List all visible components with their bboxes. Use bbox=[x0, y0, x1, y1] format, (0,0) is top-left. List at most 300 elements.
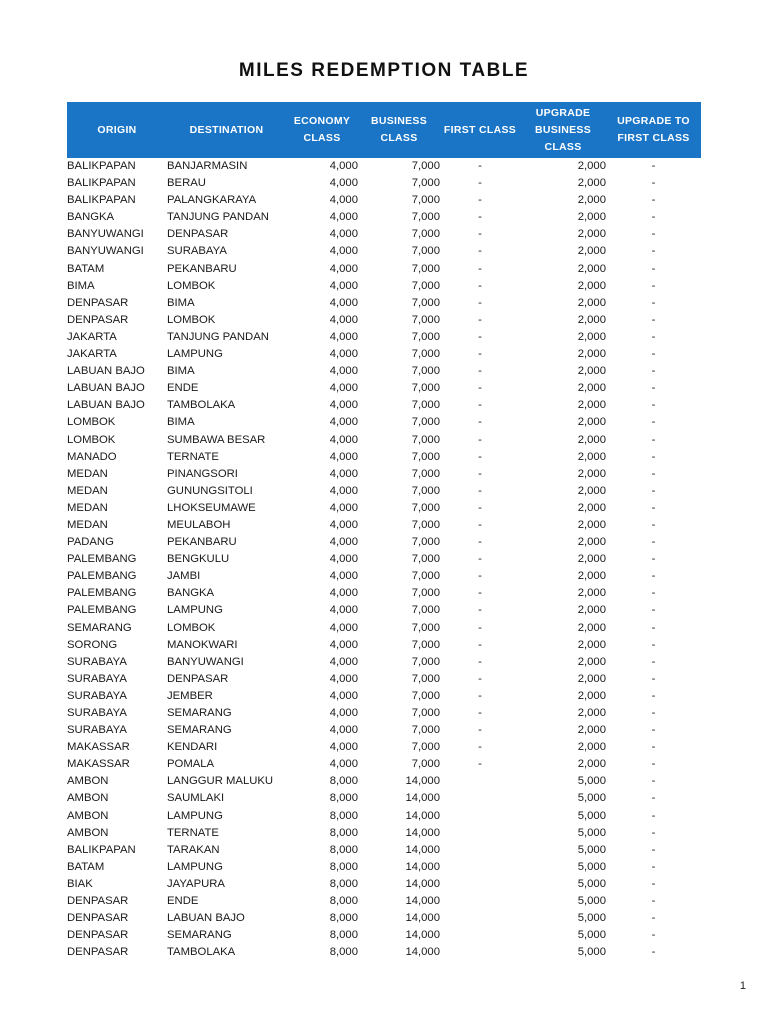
destination-cell: LAMPUNG bbox=[167, 604, 223, 617]
page-number: 1 bbox=[739, 980, 746, 992]
table-row bbox=[67, 602, 701, 619]
economy-cell: 4,000 bbox=[329, 689, 358, 702]
business-cell: 14,000 bbox=[405, 946, 440, 959]
table-row bbox=[67, 893, 701, 910]
economy-cell: 8,000 bbox=[329, 929, 358, 942]
upgrade-first-cell: - bbox=[651, 638, 656, 651]
upgrade-business-cell: 5,000 bbox=[577, 792, 606, 805]
upgrade-business-cell: 5,000 bbox=[577, 843, 606, 856]
destination-cell: KENDARI bbox=[167, 741, 218, 754]
economy-cell: 4,000 bbox=[329, 450, 358, 463]
upgrade-business-cell: 5,000 bbox=[577, 826, 606, 839]
upgrade-business-cell: 2,000 bbox=[577, 433, 606, 446]
business-cell: 7,000 bbox=[411, 450, 440, 463]
upgrade-first-cell: - bbox=[651, 946, 656, 959]
origin-cell: BANYUWANGI bbox=[67, 228, 144, 241]
business-cell: 7,000 bbox=[411, 365, 440, 378]
miles-redemption-table bbox=[67, 102, 701, 961]
table-row bbox=[67, 927, 701, 944]
upgrade-business-cell: 2,000 bbox=[577, 758, 606, 771]
header-upgrade-first-class: UPGRADE TO FIRST CLASS bbox=[606, 102, 701, 158]
origin-cell: LABUAN BAJO bbox=[67, 399, 145, 412]
header-destination: DESTINATION bbox=[167, 102, 286, 158]
business-cell: 7,000 bbox=[411, 689, 440, 702]
upgrade-business-cell: 2,000 bbox=[577, 604, 606, 617]
table-row bbox=[67, 432, 701, 449]
origin-cell: SURABAYA bbox=[67, 655, 127, 668]
table-row bbox=[67, 739, 701, 756]
first-class-cell bbox=[440, 808, 520, 825]
upgrade-business-cell: 2,000 bbox=[577, 330, 606, 343]
upgrade-first-cell: - bbox=[651, 296, 656, 309]
economy-cell: 4,000 bbox=[329, 638, 358, 651]
origin-cell: DENPASAR bbox=[67, 912, 129, 925]
economy-cell: 4,000 bbox=[329, 553, 358, 566]
table-row bbox=[67, 261, 701, 278]
first-class-cell bbox=[440, 842, 520, 859]
first-class-cell: - bbox=[478, 758, 482, 771]
destination-cell: BERAU bbox=[167, 177, 206, 190]
table-header bbox=[67, 102, 701, 158]
upgrade-first-cell: - bbox=[651, 672, 656, 685]
upgrade-first-cell: - bbox=[651, 860, 656, 873]
destination-cell: TAMBOLAKA bbox=[167, 946, 236, 959]
business-cell: 7,000 bbox=[411, 604, 440, 617]
table-row bbox=[67, 226, 701, 243]
table-row bbox=[67, 346, 701, 363]
table-row bbox=[67, 449, 701, 466]
business-cell: 7,000 bbox=[411, 553, 440, 566]
origin-cell: BANGKA bbox=[67, 211, 115, 224]
economy-cell: 8,000 bbox=[329, 792, 358, 805]
origin-cell: BATAM bbox=[67, 262, 105, 275]
business-cell: 7,000 bbox=[411, 501, 440, 514]
destination-cell: LHOKSEUMAWE bbox=[167, 501, 256, 514]
destination-cell: TERNATE bbox=[167, 826, 219, 839]
header-origin: ORIGIN bbox=[67, 102, 167, 158]
first-class-cell: - bbox=[478, 177, 482, 190]
origin-cell: BIMA bbox=[67, 279, 95, 292]
economy-cell: 4,000 bbox=[329, 707, 358, 719]
economy-cell: 4,000 bbox=[329, 501, 358, 514]
origin-cell: MEDAN bbox=[67, 518, 108, 531]
business-cell: 14,000 bbox=[405, 895, 440, 908]
upgrade-business-cell: 2,000 bbox=[577, 689, 606, 702]
origin-cell: LABUAN BAJO bbox=[67, 382, 145, 395]
first-class-cell: - bbox=[478, 689, 482, 702]
destination-cell: LOMBOK bbox=[167, 313, 216, 326]
table-row bbox=[67, 773, 701, 790]
economy-cell: 4,000 bbox=[329, 536, 358, 549]
business-cell: 7,000 bbox=[411, 741, 440, 754]
table-row bbox=[67, 500, 701, 517]
origin-cell: MEDAN bbox=[67, 501, 108, 514]
upgrade-first-cell: - bbox=[651, 655, 656, 668]
destination-cell: BANJARMASIN bbox=[167, 160, 248, 172]
business-cell: 14,000 bbox=[405, 809, 440, 822]
table-row bbox=[67, 175, 701, 192]
first-class-cell: - bbox=[478, 450, 482, 463]
economy-cell: 8,000 bbox=[329, 895, 358, 908]
origin-cell: AMBON bbox=[67, 775, 109, 788]
upgrade-business-cell: 2,000 bbox=[577, 587, 606, 600]
upgrade-business-cell: 2,000 bbox=[577, 484, 606, 497]
upgrade-first-cell: - bbox=[651, 689, 656, 702]
header-economy-class: ECONOMY CLASS bbox=[286, 102, 358, 158]
economy-cell: 4,000 bbox=[329, 518, 358, 531]
economy-cell: 8,000 bbox=[329, 946, 358, 959]
destination-cell: SUMBAWA BESAR bbox=[167, 433, 266, 446]
economy-cell: 4,000 bbox=[329, 621, 358, 634]
economy-cell: 4,000 bbox=[329, 570, 358, 583]
upgrade-business-cell: 5,000 bbox=[577, 929, 606, 942]
first-class-cell: - bbox=[478, 228, 482, 241]
destination-cell: LAMPUNG bbox=[167, 809, 223, 822]
upgrade-business-cell: 2,000 bbox=[577, 450, 606, 463]
upgrade-business-cell: 2,000 bbox=[577, 655, 606, 668]
business-cell: 7,000 bbox=[411, 724, 440, 737]
destination-cell: SAUMLAKI bbox=[167, 792, 225, 805]
first-class-cell: - bbox=[478, 279, 482, 292]
destination-cell: LANGGUR MALUKU bbox=[167, 775, 274, 788]
business-cell: 7,000 bbox=[411, 484, 440, 497]
upgrade-first-cell: - bbox=[651, 330, 656, 343]
economy-cell: 8,000 bbox=[329, 860, 358, 873]
economy-cell: 4,000 bbox=[329, 382, 358, 395]
first-class-cell: - bbox=[478, 211, 482, 224]
origin-cell: LOMBOK bbox=[67, 416, 116, 429]
first-class-cell bbox=[440, 910, 520, 927]
origin-cell: SURABAYA bbox=[67, 672, 127, 685]
table-row bbox=[67, 722, 701, 739]
business-cell: 7,000 bbox=[411, 416, 440, 429]
table-row bbox=[67, 756, 701, 773]
upgrade-business-cell: 2,000 bbox=[577, 177, 606, 190]
origin-cell: MEDAN bbox=[67, 484, 108, 497]
upgrade-business-cell: 2,000 bbox=[577, 348, 606, 361]
business-cell: 14,000 bbox=[405, 792, 440, 805]
upgrade-business-cell: 5,000 bbox=[577, 775, 606, 788]
origin-cell: SORONG bbox=[67, 638, 118, 651]
first-class-cell: - bbox=[478, 296, 482, 309]
upgrade-business-cell: 2,000 bbox=[577, 741, 606, 754]
origin-cell: MEDAN bbox=[67, 467, 108, 480]
upgrade-first-cell: - bbox=[651, 792, 656, 805]
economy-cell: 4,000 bbox=[329, 467, 358, 480]
economy-cell: 8,000 bbox=[329, 809, 358, 822]
origin-cell: MAKASSAR bbox=[67, 741, 130, 754]
economy-cell: 4,000 bbox=[329, 365, 358, 378]
first-class-cell bbox=[440, 944, 520, 961]
upgrade-business-cell: 2,000 bbox=[577, 621, 606, 634]
upgrade-first-cell: - bbox=[651, 895, 656, 908]
business-cell: 7,000 bbox=[411, 330, 440, 343]
upgrade-first-cell: - bbox=[651, 929, 656, 942]
destination-cell: TERNATE bbox=[167, 450, 219, 463]
upgrade-business-cell: 2,000 bbox=[577, 724, 606, 737]
business-cell: 7,000 bbox=[411, 467, 440, 480]
origin-cell: BALIKPAPAN bbox=[67, 177, 136, 190]
business-cell: 7,000 bbox=[411, 518, 440, 531]
first-class-cell: - bbox=[478, 570, 482, 583]
upgrade-first-cell: - bbox=[651, 279, 656, 292]
upgrade-first-cell: - bbox=[651, 758, 656, 771]
destination-cell: LOMBOK bbox=[167, 279, 216, 292]
business-cell: 14,000 bbox=[405, 843, 440, 856]
economy-cell: 4,000 bbox=[329, 416, 358, 429]
upgrade-business-cell: 5,000 bbox=[577, 946, 606, 959]
economy-cell: 4,000 bbox=[329, 604, 358, 617]
business-cell: 14,000 bbox=[405, 877, 440, 890]
upgrade-business-cell: 2,000 bbox=[577, 194, 606, 207]
table-row bbox=[67, 312, 701, 329]
origin-cell: BATAM bbox=[67, 860, 105, 873]
business-cell: 7,000 bbox=[411, 228, 440, 241]
first-class-cell bbox=[440, 773, 520, 790]
origin-cell: SEMARANG bbox=[67, 621, 132, 634]
business-cell: 7,000 bbox=[411, 262, 440, 275]
upgrade-first-cell: - bbox=[651, 587, 656, 600]
business-cell: 7,000 bbox=[411, 194, 440, 207]
upgrade-first-cell: - bbox=[651, 382, 656, 395]
upgrade-first-cell: - bbox=[651, 160, 656, 172]
table-row bbox=[67, 278, 701, 295]
destination-cell: TARAKAN bbox=[167, 843, 220, 856]
first-class-cell: - bbox=[478, 313, 482, 326]
upgrade-business-cell: 5,000 bbox=[577, 912, 606, 925]
destination-cell: JEMBER bbox=[167, 689, 213, 702]
first-class-cell: - bbox=[478, 536, 482, 549]
table-row bbox=[67, 551, 701, 568]
first-class-cell: - bbox=[478, 501, 482, 514]
upgrade-business-cell: 2,000 bbox=[577, 672, 606, 685]
upgrade-first-cell: - bbox=[651, 724, 656, 737]
first-class-cell: - bbox=[478, 194, 482, 207]
origin-cell: BALIKPAPAN bbox=[67, 843, 136, 856]
table-row bbox=[67, 380, 701, 397]
origin-cell: LOMBOK bbox=[67, 433, 116, 446]
economy-cell: 4,000 bbox=[329, 211, 358, 224]
origin-cell: BALIKPAPAN bbox=[67, 194, 136, 207]
origin-cell: AMBON bbox=[67, 809, 109, 822]
destination-cell: BANYUWANGI bbox=[167, 655, 244, 668]
destination-cell: ENDE bbox=[167, 382, 199, 395]
upgrade-first-cell: - bbox=[651, 604, 656, 617]
economy-cell: 4,000 bbox=[329, 399, 358, 412]
business-cell: 7,000 bbox=[411, 587, 440, 600]
upgrade-first-cell: - bbox=[651, 177, 656, 190]
destination-cell: PEKANBARU bbox=[167, 536, 237, 549]
destination-cell: LOMBOK bbox=[167, 621, 216, 634]
table-row bbox=[67, 534, 701, 551]
economy-cell: 4,000 bbox=[329, 433, 358, 446]
upgrade-first-cell: - bbox=[651, 399, 656, 412]
first-class-cell: - bbox=[478, 245, 482, 258]
table-row bbox=[67, 295, 701, 312]
origin-cell: DENPASAR bbox=[67, 946, 129, 959]
table-row bbox=[67, 243, 701, 260]
table-row bbox=[67, 620, 701, 637]
header-row bbox=[67, 102, 701, 158]
economy-cell: 4,000 bbox=[329, 279, 358, 292]
business-cell: 7,000 bbox=[411, 638, 440, 651]
destination-cell: SEMARANG bbox=[167, 929, 232, 942]
upgrade-first-cell: - bbox=[651, 211, 656, 224]
table-row bbox=[67, 568, 701, 585]
economy-cell: 4,000 bbox=[329, 177, 358, 190]
first-class-cell: - bbox=[478, 365, 482, 378]
origin-cell: PADANG bbox=[67, 536, 114, 549]
destination-cell: PALANGKARAYA bbox=[167, 194, 257, 207]
upgrade-business-cell: 2,000 bbox=[577, 570, 606, 583]
destination-cell: PEKANBARU bbox=[167, 262, 237, 275]
table-row bbox=[67, 705, 701, 722]
first-class-cell: - bbox=[478, 553, 482, 566]
origin-cell: JAKARTA bbox=[67, 330, 117, 343]
first-class-cell: - bbox=[478, 741, 482, 754]
upgrade-business-cell: 2,000 bbox=[577, 399, 606, 412]
business-cell: 7,000 bbox=[411, 758, 440, 771]
first-class-cell: - bbox=[478, 262, 482, 275]
destination-cell: MEULABOH bbox=[167, 518, 231, 531]
economy-cell: 4,000 bbox=[329, 655, 358, 668]
destination-cell: DENPASAR bbox=[167, 672, 229, 685]
origin-cell: AMBON bbox=[67, 792, 109, 805]
economy-cell: 4,000 bbox=[329, 194, 358, 207]
table-row bbox=[67, 825, 701, 842]
upgrade-business-cell: 2,000 bbox=[577, 365, 606, 378]
economy-cell: 4,000 bbox=[329, 758, 358, 771]
upgrade-first-cell: - bbox=[651, 707, 656, 719]
first-class-cell: - bbox=[478, 330, 482, 343]
first-class-cell: - bbox=[478, 638, 482, 651]
economy-cell: 4,000 bbox=[329, 262, 358, 275]
economy-cell: 4,000 bbox=[329, 160, 358, 172]
upgrade-business-cell: 2,000 bbox=[577, 211, 606, 224]
destination-cell: BIMA bbox=[167, 365, 195, 378]
table-row bbox=[67, 859, 701, 876]
upgrade-first-cell: - bbox=[651, 843, 656, 856]
first-class-cell bbox=[440, 927, 520, 944]
destination-cell: SEMARANG bbox=[167, 724, 232, 737]
destination-cell: GUNUNGSITOLI bbox=[167, 484, 253, 497]
table-row bbox=[67, 688, 701, 705]
upgrade-first-cell: - bbox=[651, 484, 656, 497]
upgrade-first-cell: - bbox=[651, 877, 656, 890]
destination-cell: MANOKWARI bbox=[167, 638, 238, 651]
economy-cell: 4,000 bbox=[329, 296, 358, 309]
economy-cell: 4,000 bbox=[329, 724, 358, 737]
first-class-cell: - bbox=[478, 467, 482, 480]
first-class-cell bbox=[440, 876, 520, 893]
economy-cell: 4,000 bbox=[329, 228, 358, 241]
business-cell: 7,000 bbox=[411, 160, 440, 172]
table-row bbox=[67, 654, 701, 671]
destination-cell: LABUAN BAJO bbox=[167, 912, 245, 925]
upgrade-first-cell: - bbox=[651, 741, 656, 754]
economy-cell: 8,000 bbox=[329, 877, 358, 890]
business-cell: 14,000 bbox=[405, 929, 440, 942]
upgrade-business-cell: 2,000 bbox=[577, 262, 606, 275]
destination-cell: DENPASAR bbox=[167, 228, 229, 241]
first-class-cell: - bbox=[478, 382, 482, 395]
upgrade-first-cell: - bbox=[651, 313, 656, 326]
business-cell: 7,000 bbox=[411, 536, 440, 549]
table-row bbox=[67, 585, 701, 602]
origin-cell: DENPASAR bbox=[67, 929, 129, 942]
destination-cell: TANJUNG PANDAN bbox=[167, 211, 269, 224]
upgrade-business-cell: 2,000 bbox=[577, 553, 606, 566]
table-row bbox=[67, 910, 701, 927]
economy-cell: 4,000 bbox=[329, 587, 358, 600]
upgrade-first-cell: - bbox=[651, 245, 656, 258]
destination-cell: BIMA bbox=[167, 416, 195, 429]
upgrade-business-cell: 5,000 bbox=[577, 860, 606, 873]
economy-cell: 4,000 bbox=[329, 741, 358, 754]
first-class-cell: - bbox=[478, 160, 482, 172]
first-class-cell: - bbox=[478, 518, 482, 531]
business-cell: 7,000 bbox=[411, 707, 440, 719]
table-row bbox=[67, 842, 701, 859]
business-cell: 7,000 bbox=[411, 245, 440, 258]
upgrade-business-cell: 2,000 bbox=[577, 382, 606, 395]
page-title: MILES REDEMPTION TABLE bbox=[238, 60, 530, 81]
upgrade-business-cell: 2,000 bbox=[577, 467, 606, 480]
first-class-cell bbox=[440, 859, 520, 876]
economy-cell: 4,000 bbox=[329, 245, 358, 258]
business-cell: 7,000 bbox=[411, 279, 440, 292]
first-class-cell: - bbox=[478, 416, 482, 429]
origin-cell: JAKARTA bbox=[67, 348, 117, 361]
economy-cell: 4,000 bbox=[329, 672, 358, 685]
first-class-cell: - bbox=[478, 348, 482, 361]
upgrade-business-cell: 2,000 bbox=[577, 296, 606, 309]
table-row bbox=[67, 329, 701, 346]
origin-cell: BALIKPAPAN bbox=[67, 160, 136, 172]
table-row bbox=[67, 414, 701, 431]
table-row bbox=[67, 790, 701, 807]
upgrade-business-cell: 2,000 bbox=[577, 416, 606, 429]
table-row bbox=[67, 944, 701, 961]
upgrade-first-cell: - bbox=[651, 553, 656, 566]
origin-cell: PALEMBANG bbox=[67, 570, 137, 583]
destination-cell: POMALA bbox=[167, 758, 215, 771]
first-class-cell: - bbox=[478, 484, 482, 497]
origin-cell: LABUAN BAJO bbox=[67, 365, 145, 378]
first-class-cell: - bbox=[478, 604, 482, 617]
economy-cell: 8,000 bbox=[329, 826, 358, 839]
origin-cell: DENPASAR bbox=[67, 296, 129, 309]
origin-cell: PALEMBANG bbox=[67, 587, 137, 600]
business-cell: 7,000 bbox=[411, 348, 440, 361]
destination-cell: SURABAYA bbox=[167, 245, 227, 258]
destination-cell: JAYAPURA bbox=[167, 877, 225, 890]
upgrade-first-cell: - bbox=[651, 228, 656, 241]
table-row bbox=[67, 808, 701, 825]
first-class-cell: - bbox=[478, 399, 482, 412]
upgrade-first-cell: - bbox=[651, 450, 656, 463]
economy-cell: 4,000 bbox=[329, 313, 358, 326]
economy-cell: 4,000 bbox=[329, 484, 358, 497]
origin-cell: PALEMBANG bbox=[67, 604, 137, 617]
first-class-cell: - bbox=[478, 724, 482, 737]
upgrade-business-cell: 2,000 bbox=[577, 228, 606, 241]
first-class-cell: - bbox=[478, 587, 482, 600]
upgrade-business-cell: 2,000 bbox=[577, 245, 606, 258]
header-first-class: FIRST CLASS bbox=[440, 102, 520, 158]
upgrade-business-cell: 5,000 bbox=[577, 895, 606, 908]
upgrade-business-cell: 2,000 bbox=[577, 501, 606, 514]
